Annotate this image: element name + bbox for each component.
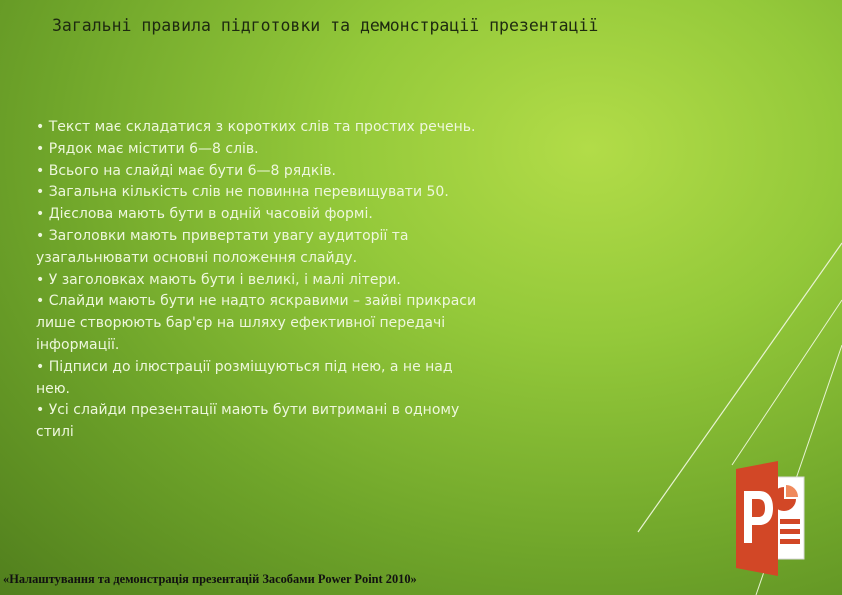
- powerpoint-logo-icon: [736, 461, 806, 576]
- bullet-item: • Загальна кількість слів не повинна перевищувати 50.: [36, 184, 449, 201]
- bullet-list: [36, 117, 486, 444]
- footer-text: «Налаштування та демонстрація презентацій Засобами Power Point 2010»: [3, 572, 417, 586]
- bullet-item: • Усі слайди презентації мають бути витримані в одному стилі: [36, 402, 460, 441]
- bullet-item: • Всього на слайді має бути 6—8 рядків.: [36, 162, 336, 179]
- bullet-item: • Підписи до ілюстрації розміщуються під нею, а не над нею.: [36, 358, 453, 397]
- decorative-line: [732, 300, 842, 465]
- bullet-item: • Слайди мають бути не надто яскравими – зайві прикраси лише створюють бар'єр на шляху ефективної передачі інформації.: [36, 293, 477, 353]
- bullet-item: • Дієслова мають бути в одній часовій формі.: [36, 206, 373, 223]
- bullet-item: • Текст має складатися з коротких слів та простих речень.: [36, 119, 476, 135]
- bullet-item: • У заголовках мають бути і великі, і малі літери.: [36, 271, 401, 288]
- slide-title: Загальні правила підготовки та демонстрації презентації: [52, 16, 599, 35]
- bullet-item: • Заголовки мають привертати увагу аудиторії та узагальнювати основні положення слайду.: [36, 227, 409, 266]
- bullet-item: • Рядок має містити 6—8 слів.: [36, 140, 259, 157]
